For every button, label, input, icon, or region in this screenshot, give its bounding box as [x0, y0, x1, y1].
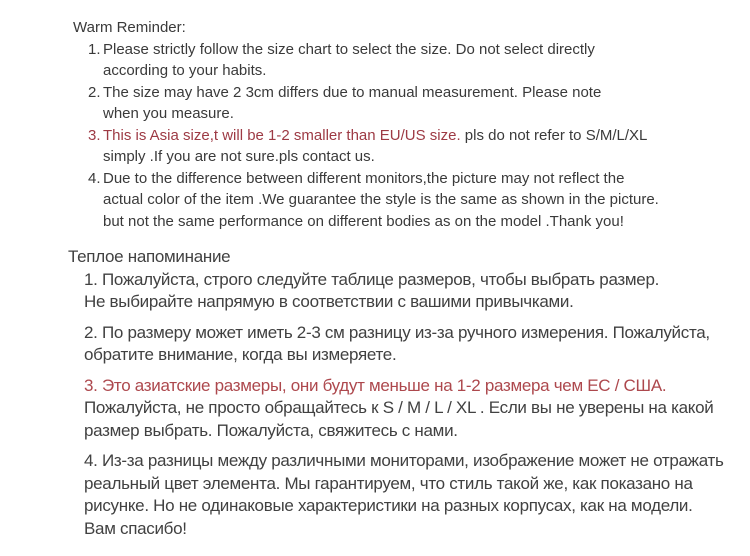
russian-section-title: Теплое напоминание: [68, 247, 231, 266]
text-segment: 1. Пожалуйста, строго следуйте таблице размеров, чтобы выбрать размер.: [84, 269, 660, 289]
text-line: [84, 375, 750, 398]
text-segment: according to your habits.: [103, 62, 267, 79]
text-line: [88, 168, 750, 190]
list-item: [88, 125, 750, 168]
text-segment: Вам спасибо!: [84, 518, 187, 538]
text-segment: Due to the difference between different monitors,the picture may not reflect the: [103, 169, 625, 187]
text-line: [103, 60, 750, 82]
text-segment: 2. По размеру может иметь 2-3 см разницу из-за ручного измерения. Пожалуйста,: [84, 322, 710, 342]
text-segment: pls do not refer to S/M/L/XL: [460, 126, 648, 144]
item-number: 3.: [88, 126, 101, 144]
list-item: [88, 39, 750, 82]
item-number: 2.: [88, 83, 101, 101]
text-line: [84, 518, 750, 541]
text-segment: Пожалуйста, не просто обращайтесь к S / M / L / XL . Если вы не уверены на какой: [84, 398, 714, 417]
list-item: [88, 168, 750, 233]
warm-reminder-english-section: [0, 0, 750, 232]
text-segment: реальный цвет элемента. Мы гарантируем, что стиль такой же, как показано на: [84, 473, 693, 493]
text-line: [103, 211, 750, 233]
list-item: [84, 375, 750, 443]
text-segment: рисунке. Но не одинаковые характеристики на разных корпусах, как на модели.: [84, 496, 693, 515]
text-line: [84, 397, 750, 420]
text-line: [88, 82, 750, 104]
text-line: [84, 344, 750, 367]
text-segment: when you measure.: [103, 105, 234, 122]
text-segment: Please strictly follow the size chart to select the size. Do not select directly: [103, 40, 595, 58]
text-segment: The size may have 2 3cm differs due to manual measurement. Please note: [103, 83, 602, 101]
text-line: [84, 450, 750, 473]
text-segment: simply .If you are not sure.pls contact us.: [103, 148, 375, 165]
text-line: [84, 495, 750, 518]
english-section-title: Warm Reminder:: [73, 19, 186, 36]
text-line: [88, 125, 750, 147]
text-line: [103, 103, 750, 125]
text-line: [84, 322, 750, 345]
text-line: [84, 269, 750, 292]
text-segment: 4. Из-за разницы между различными мониторами, изображение может не отражать: [84, 451, 724, 470]
highlighted-text: 3. Это азиатские размеры, они будут меньше на 1-2 размера чем ЕС / США.: [84, 375, 667, 395]
item-number: 1.: [88, 40, 101, 58]
russian-reminder-list: [68, 269, 750, 541]
highlighted-text: This is Asia size,t will be 1-2 smaller than EU/US size.: [103, 126, 461, 144]
list-item: [84, 450, 750, 540]
list-item: [84, 269, 750, 314]
text-line: [84, 420, 750, 443]
text-line: [103, 189, 750, 211]
text-segment: обратите внимание, когда вы измеряете.: [84, 345, 397, 364]
list-item: [84, 322, 750, 367]
list-item: [88, 82, 750, 125]
english-reminder-list: [73, 39, 750, 233]
text-segment: Не выбирайте напрямую в соответствии с вашими привычками.: [84, 292, 574, 311]
text-line: [88, 39, 750, 61]
text-line: [84, 291, 750, 314]
text-line: [103, 146, 750, 168]
text-segment: размер выбрать. Пожалуйста, свяжитесь с нами.: [84, 420, 458, 440]
text-line: [84, 473, 750, 496]
text-segment: actual color of the item .We guarantee the style is the same as shown in the picture.: [103, 191, 659, 208]
text-segment: but not the same performance on different bodies as on the model .Thank you!: [103, 212, 624, 230]
item-number: 4.: [88, 169, 101, 187]
warm-reminder-russian-section: [0, 246, 750, 540]
